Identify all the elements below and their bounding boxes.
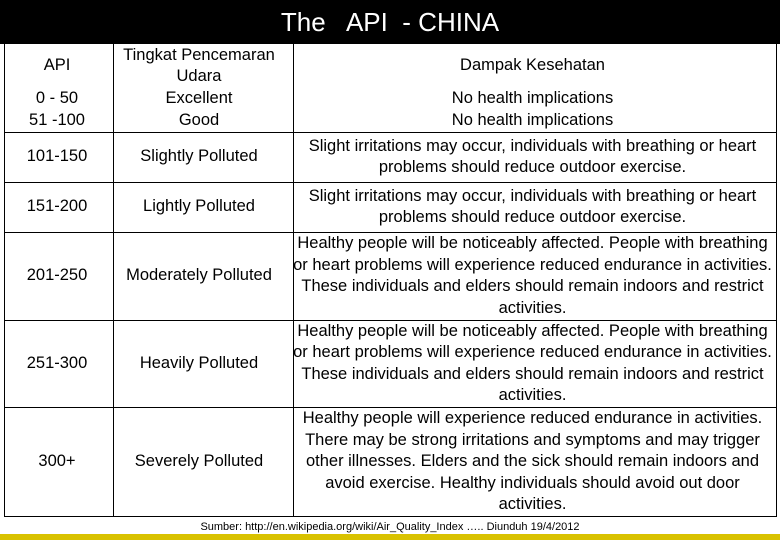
api-range: 151-200 (5, 182, 109, 232)
health-effect: Healthy people will be noticeably affected. People with breathing or heart problems will experience reduced endurance in activities. These individuals and elders should remain indoors and restrict activities. (289, 232, 776, 320)
pollution-level: Slightly Polluted (109, 132, 289, 182)
table-header-row (5, 44, 776, 88)
table-row (5, 407, 776, 516)
bottom-border (0, 534, 780, 540)
health-effect: Slight irritations may occur, individuals with breathing or heart problems should reduce outdoor exercise. (289, 132, 776, 182)
pollution-level: Good (178, 111, 220, 129)
api-range: 101-150 (5, 132, 109, 182)
api-table-container (4, 44, 777, 517)
health-effect: No health implications (451, 89, 614, 108)
pollution-level: Moderately Polluted (109, 232, 289, 320)
table-row (5, 132, 776, 182)
table-row (5, 182, 776, 232)
api-range: 300+ (5, 407, 109, 516)
pollution-level: Lightly Polluted (109, 182, 289, 232)
health-effect: Healthy people will experience reduced endurance in activities. There may be strong irritations and symptoms and may trigger other illnesses. Elders and the sick should remain indoors and avoid exercise. Healthy individuals should avoid out door activities. (289, 407, 776, 516)
header-api: API (43, 56, 71, 75)
api-range: 201-250 (5, 232, 109, 320)
api-range: 251-300 (5, 320, 109, 407)
header-dampak: Dampak Kesehatan (460, 56, 605, 75)
pollution-level: Heavily Polluted (109, 320, 289, 407)
pollution-level: Excellent (165, 89, 233, 108)
table-row (5, 320, 776, 407)
api-range: 0 - 50 (35, 89, 79, 108)
health-effect: No health implications (451, 111, 614, 129)
header-tingkat: Tingkat Pencemaran Udara (123, 45, 275, 85)
health-effect: Healthy people will be noticeably affected. People with breathing or heart problems will experience reduced endurance in activities. These individuals and elders should remain indoors and restrict activities. (289, 320, 776, 407)
source-citation: Sumber: http://en.wikipedia.org/wiki/Air_Quality_Index ….. Diunduh 19/4/2012 (200, 521, 580, 533)
pollution-level: Severely Polluted (109, 407, 289, 516)
column-divider (293, 44, 294, 516)
table-row (5, 88, 776, 110)
api-table (5, 44, 776, 516)
table-row (5, 110, 776, 132)
slide-title: The API - CHINA (0, 0, 780, 44)
table-row (5, 232, 776, 320)
health-effect: Slight irritations may occur, individuals with breathing or heart problems should reduce outdoor exercise. (289, 182, 776, 232)
api-range: 51 -100 (29, 111, 85, 129)
column-divider (113, 44, 114, 516)
